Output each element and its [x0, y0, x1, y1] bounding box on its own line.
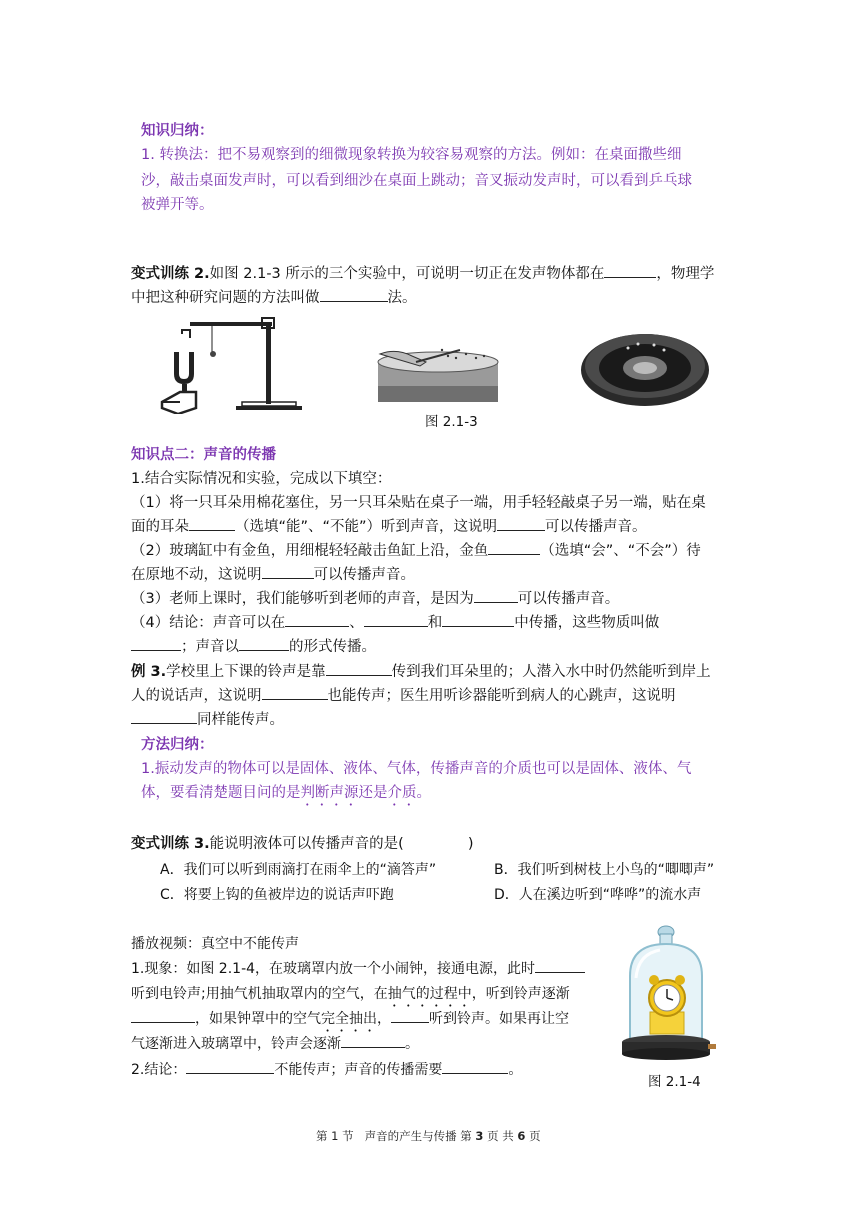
- answer-blank[interactable]: [186, 1057, 274, 1074]
- answer-blank[interactable]: [320, 285, 388, 302]
- speaker-figure: [578, 328, 712, 408]
- answer-blank[interactable]: [442, 610, 514, 627]
- answer-blank[interactable]: [442, 1057, 508, 1074]
- answer-blank[interactable]: [262, 683, 328, 700]
- part-3-line: （3）老师上课时，我们能够听到老师的声音，是因为 可以传播声音。: [131, 586, 619, 612]
- answer-blank[interactable]: [535, 956, 585, 973]
- answer-blank[interactable]: [488, 538, 540, 555]
- example-3-line-3: 同样能传声。: [131, 707, 284, 733]
- answer-blank[interactable]: [341, 1031, 405, 1048]
- answer-blank[interactable]: [189, 514, 235, 531]
- knowledge-summary-line-3: 被弹开等。: [141, 197, 214, 213]
- question-1-intro: 1.结合实际情况和实验，完成以下填空：: [131, 471, 392, 487]
- answer-blank[interactable]: [239, 634, 289, 651]
- answer-blank[interactable]: [474, 586, 518, 603]
- video-title: 播放视频：真空中不能传声: [131, 936, 299, 952]
- video-line-3: ，如果钟罩中的空气完全抽出， 听到铃声。如果再让空: [131, 1006, 569, 1035]
- method-summary-title: 方法归纳：: [141, 737, 214, 753]
- part-1-line-2: 面的耳朵 （选填“能”、“不能”）听到声音，这说明 可以传播声音。: [131, 514, 647, 540]
- exercise-3-question: 变式训练 3.能说明液体可以传播声音的是( ): [131, 836, 474, 852]
- answer-blank[interactable]: [364, 610, 428, 627]
- option-b[interactable]: B．我们听到树枝上小鸟的“唧唧声”: [494, 862, 715, 878]
- method-summary-line-2: 体，要看清楚题目问的是判断声源还是介质。: [141, 785, 431, 801]
- part-2-line-1: （2）玻璃缸中有金鱼，用细棍轻轻敲击鱼缸上沿，金鱼 （选填“会”、“不会”）待: [131, 538, 701, 564]
- option-d[interactable]: D．人在溪边听到“哗哗”的流水声: [494, 887, 702, 903]
- part-4-line-2: ；声音以 的形式传播。: [131, 634, 376, 660]
- part-4-line-1: （4）结论：声音可以在 、 和 中传播，这些物质叫做: [131, 610, 659, 636]
- exercise-2-line-2: 中把这种研究问题的方法叫做 法。: [131, 285, 417, 311]
- page-footer: 第 1 节 声音的产生与传播 第 3 页 共 6 页: [316, 1129, 541, 1143]
- knowledge-summary-title: 知识归纳：: [141, 123, 214, 139]
- example-3-line-1: 例 3.学校里上下课的铃声是靠 传到我们耳朵里的；人潜入水中时仍然能听到岸上: [131, 659, 711, 685]
- bell-jar-alarm-clock-figure: [616, 922, 716, 1068]
- answer-blank[interactable]: [285, 610, 349, 627]
- video-conclusion: 2.结论： 不能传声；声音的传播需要 。: [131, 1057, 522, 1083]
- figure-2-1-4-caption: 图 2.1-4: [648, 1074, 701, 1090]
- exercise-3-label: 变式训练 3.: [131, 836, 210, 852]
- video-line-2: 听到电铃声;用抽气机抽取罩内的空气，在抽气的过程中，听到铃声逐渐: [131, 986, 570, 1002]
- video-line-1: 1.现象：如图 2.1-4，在玻璃罩内放一个小闹钟，接通电源，此时: [131, 956, 585, 982]
- knowledge-summary-line-1: 1. 转换法：把不易观察到的细微现象转换为较容易观察的方法。例如：在桌面撒些细: [141, 147, 682, 163]
- answer-blank[interactable]: [326, 659, 392, 676]
- option-a[interactable]: A．我们可以听到雨滴打在雨伞上的“滴答声”: [160, 862, 437, 878]
- example-3-line-2: 人的说话声，这说明 也能传声；医生用听诊器能听到病人的心跳声，这说明: [131, 683, 676, 709]
- answer-blank[interactable]: [131, 707, 197, 724]
- knowledge-point-2-title: 知识点二：声音的传播: [131, 447, 276, 463]
- answer-blank[interactable]: [391, 1006, 429, 1023]
- answer-blank[interactable]: [131, 1006, 195, 1023]
- figure-2-1-3-caption: 图 2.1-3: [425, 414, 478, 430]
- exercise-2-label: 变式训练 2.: [131, 266, 210, 282]
- tuning-fork-pendulum-figure: [156, 316, 306, 414]
- drum-with-rice-figure: [376, 346, 500, 402]
- example-3-label: 例 3.: [131, 664, 167, 680]
- answer-blank[interactable]: [497, 514, 545, 531]
- page-number: 3: [475, 1129, 484, 1143]
- answer-blank[interactable]: [604, 261, 656, 278]
- part-1-line-1: （1）将一只耳朵用棉花塞住，另一只耳朵贴在桌子一端，用手轻轻敲桌子另一端，贴在桌: [131, 495, 706, 511]
- knowledge-summary-line-2: 沙，敲击桌面发声时，可以看到细沙在桌面上跳动；音叉振动发声时，可以看到乒乓球: [141, 173, 692, 189]
- total-pages: 6: [517, 1129, 526, 1143]
- option-c[interactable]: C．将要上钩的鱼被岸边的说话声吓跑: [160, 887, 394, 903]
- answer-blank[interactable]: [131, 634, 181, 651]
- answer-blank[interactable]: [262, 562, 314, 579]
- video-line-4: 气逐渐进入玻璃罩中，铃声会逐渐 。: [131, 1031, 419, 1057]
- exercise-2-line-1: 变式训练 2.如图 2.1-3 所示的三个实验中，可说明一切正在发声物体都在 ，物理学: [131, 261, 714, 287]
- part-2-line-2: 在原地不动，这说明 可以传播声音。: [131, 562, 415, 588]
- method-summary-line-1: 1.振动发声的物体可以是固体、液体、气体，传播声音的介质也可以是固体、液体、气: [141, 761, 692, 777]
